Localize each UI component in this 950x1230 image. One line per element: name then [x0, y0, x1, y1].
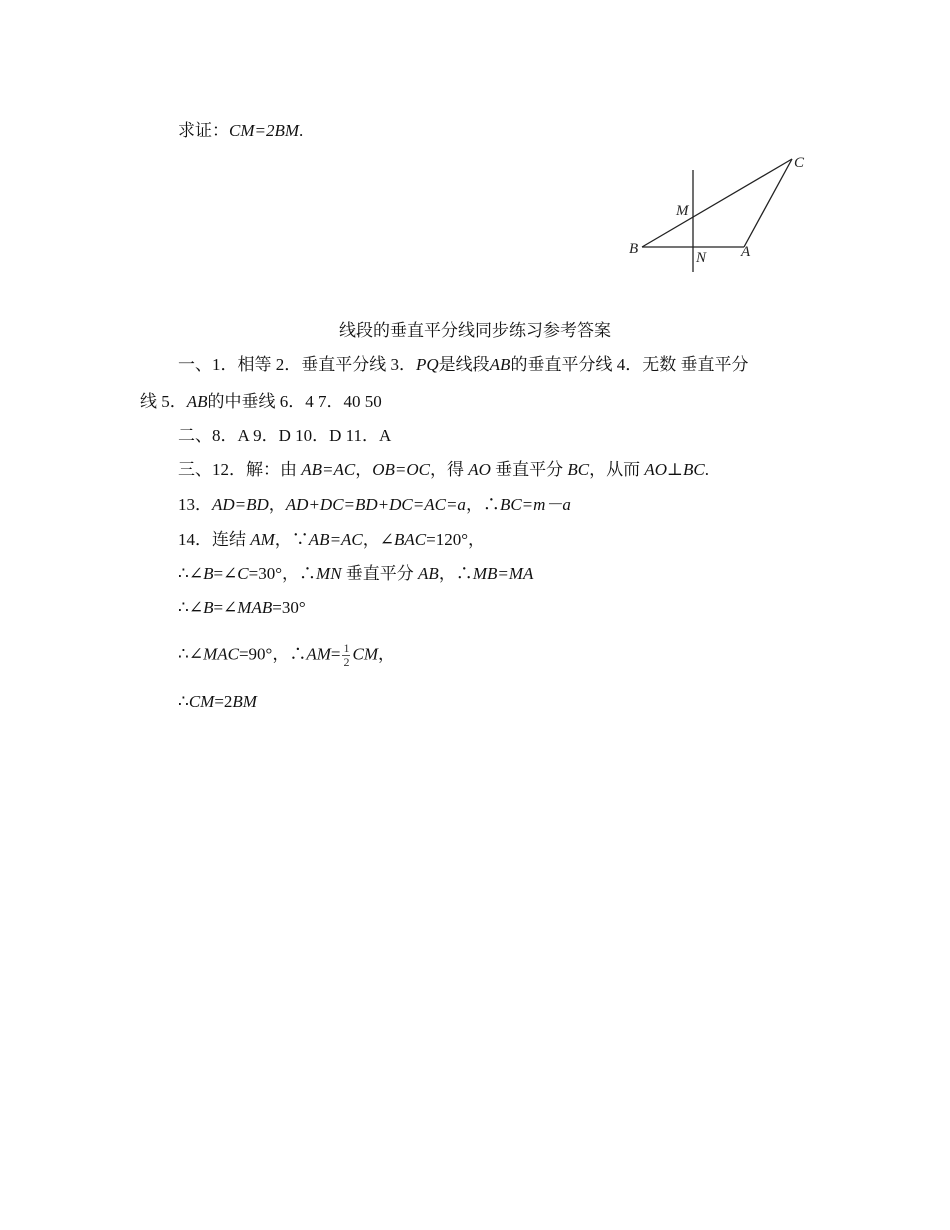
prove-prefix: 求证：	[178, 121, 229, 140]
prove-line: 求证：CM=2BM.	[178, 121, 304, 140]
answer-part1-line1: 一、1．相等 2．垂直平分线 3．PQ是线段AB的垂直平分线 4．无数 垂直平分	[178, 355, 749, 374]
segment-ca	[744, 159, 792, 247]
label-b: B	[629, 241, 639, 257]
label-n: N	[696, 250, 707, 266]
answer-q14-line4: ∴∠MAC=90°，∴AM= $\frac{1}{2}$ CM，	[178, 641, 395, 669]
label-a: A	[741, 244, 751, 260]
answer-title: 线段的垂直平分线同步练习参考答案	[339, 321, 611, 340]
segment-bc	[642, 159, 792, 247]
prove-expression: CM=2BM	[229, 121, 300, 140]
label-m: M	[676, 203, 689, 219]
answer-q14-line5: ∴CM=2BM	[178, 692, 257, 711]
answer-q14-line2: ∴∠B=∠C=30°，∴MN 垂直平分 AB，∴MB=MA	[178, 564, 534, 583]
answer-part1-line2: 线 5．AB的中垂线 6．4 7．40 50	[140, 392, 382, 411]
answer-q14-line3: ∴∠B=∠MAB=30°	[178, 598, 306, 617]
answer-q14-line1: 14．连结 AM，∵AB=AC，∠BAC=120°，	[178, 530, 486, 549]
answer-q13: 13．AD=BD，AD+DC=BD+DC=AC=a，∴BC=m－a	[178, 495, 571, 514]
label-c: C	[794, 155, 805, 171]
geometry-figure	[620, 150, 820, 280]
fraction-one-half: $\frac{1}{2}$	[343, 641, 350, 669]
answer-part3: 三、12．解：由 AB=AC，OB=OC，得 AO 垂直平分 BC，从而 AO⊥BC.	[178, 460, 710, 479]
answer-part2: 二、8．A 9．D 10．D 11．A	[178, 426, 392, 445]
